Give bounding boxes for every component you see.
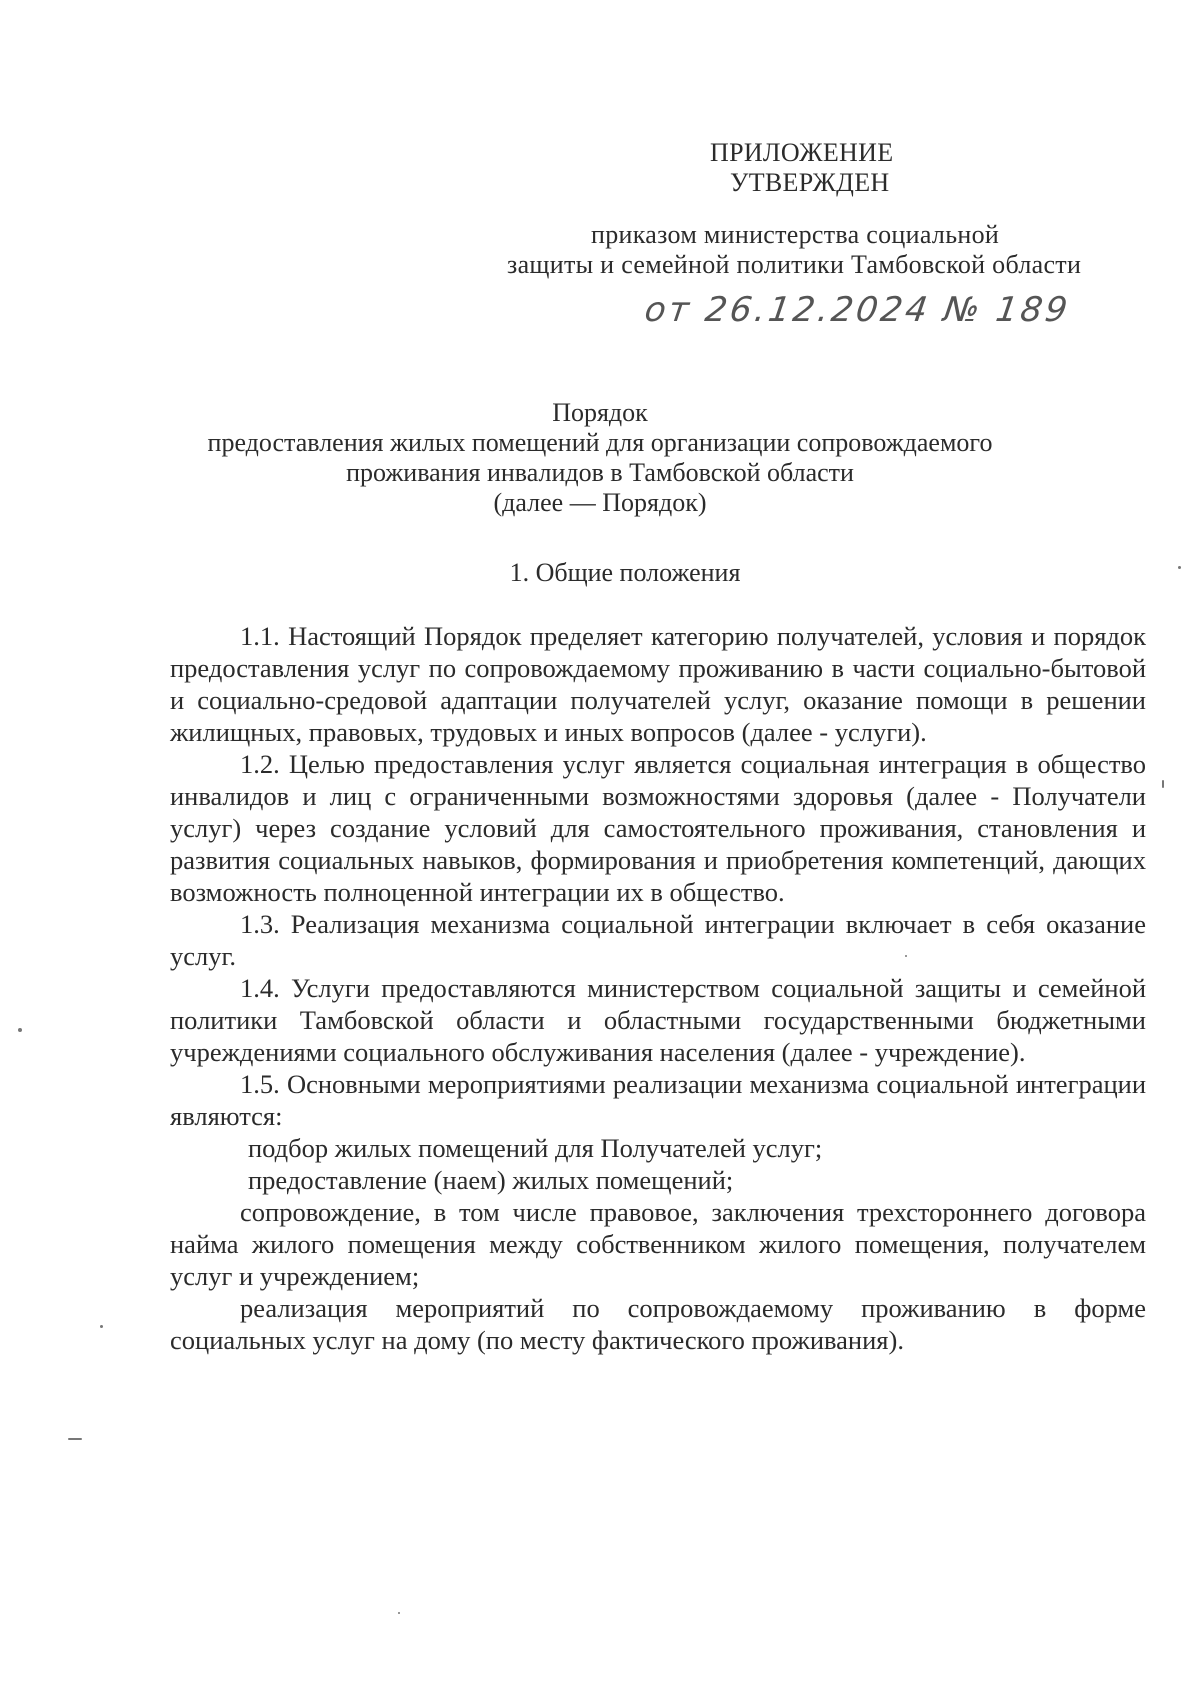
scan-speck: [398, 1612, 400, 1614]
title-line-2: предоставления жилых помещений для организации сопровождаемого: [207, 428, 993, 457]
paragraph-1-5: 1.5. Основными мероприятиями реализации механизма социальной интеграции являются:: [170, 1069, 1146, 1131]
list-item: сопровождение, в том числе правовое, заключения трехстороннего договора найма жилого помещения между собственником жилого помещения, получателем услуг и учреждением;: [170, 1197, 1146, 1291]
title-line-3: проживания инвалидов в Тамбовской области: [346, 458, 854, 487]
scan-speck: [1162, 780, 1164, 788]
scan-speck: [905, 955, 907, 957]
scan-speck: [18, 1028, 22, 1032]
section-body: [170, 620, 1146, 1356]
title-line-1: Порядок: [552, 398, 648, 427]
scan-speck: [1178, 566, 1181, 569]
handwritten-date-number: от 26.12.2024 № 189: [642, 290, 1073, 330]
appendix-label: ПРИЛОЖЕНИЕ: [710, 138, 894, 167]
title-line-4: (далее — Порядок): [493, 488, 707, 517]
paragraph-1-3: 1.3. Реализация механизма социальной интеграции включает в себя оказание услуг.: [170, 909, 1146, 971]
paragraph-1-1: 1.1. Настоящий Порядок пределяет категорию получателей, условия и порядок предоставления услуг по сопровождаемому проживанию в части социально-бытовой и социально-средовой адаптации получателей услуг, оказание помощи в решении жилищных, правовых, трудовых и иных вопросов (далее - услуги).: [170, 621, 1146, 747]
paragraph-1-4: 1.4. Услуги предоставляются министерством социальной защиты и семейной политики Тамбовской области и областными государственными бюджетными учреждениями социального обслуживания населения (далее - учреждение).: [170, 973, 1146, 1067]
scan-speck: [68, 1438, 82, 1440]
order-reference-line-1: приказом министерства социальной: [591, 220, 1000, 249]
scan-speck: [100, 1325, 103, 1328]
list-item: подбор жилых помещений для Получателей услуг;: [248, 1133, 823, 1163]
document-title: [0, 398, 1200, 518]
list-item: предоставление (наем) жилых помещений;: [248, 1165, 734, 1195]
order-reference-line-2: защиты и семейной политики Тамбовской области: [507, 250, 1082, 279]
paragraph-1-2: 1.2. Целью предоставления услуг является социальная интеграция в общество инвалидов и лиц с ограниченными возможностями здоровья (далее - Получатели услуг) через создание условий для самостоятельного проживания, становления и развития социальных навыков, формирования и приобретения компетенций, дающих возможность полноценной интеграции их в общество.: [170, 749, 1146, 907]
approved-label: УТВЕРЖДЕН: [730, 168, 890, 197]
list-item: реализация мероприятий по сопровождаемому проживанию в форме социальных услуг на дому (по месту фактического проживания).: [170, 1293, 1146, 1355]
section-heading: 1. Общие положения: [509, 558, 741, 587]
